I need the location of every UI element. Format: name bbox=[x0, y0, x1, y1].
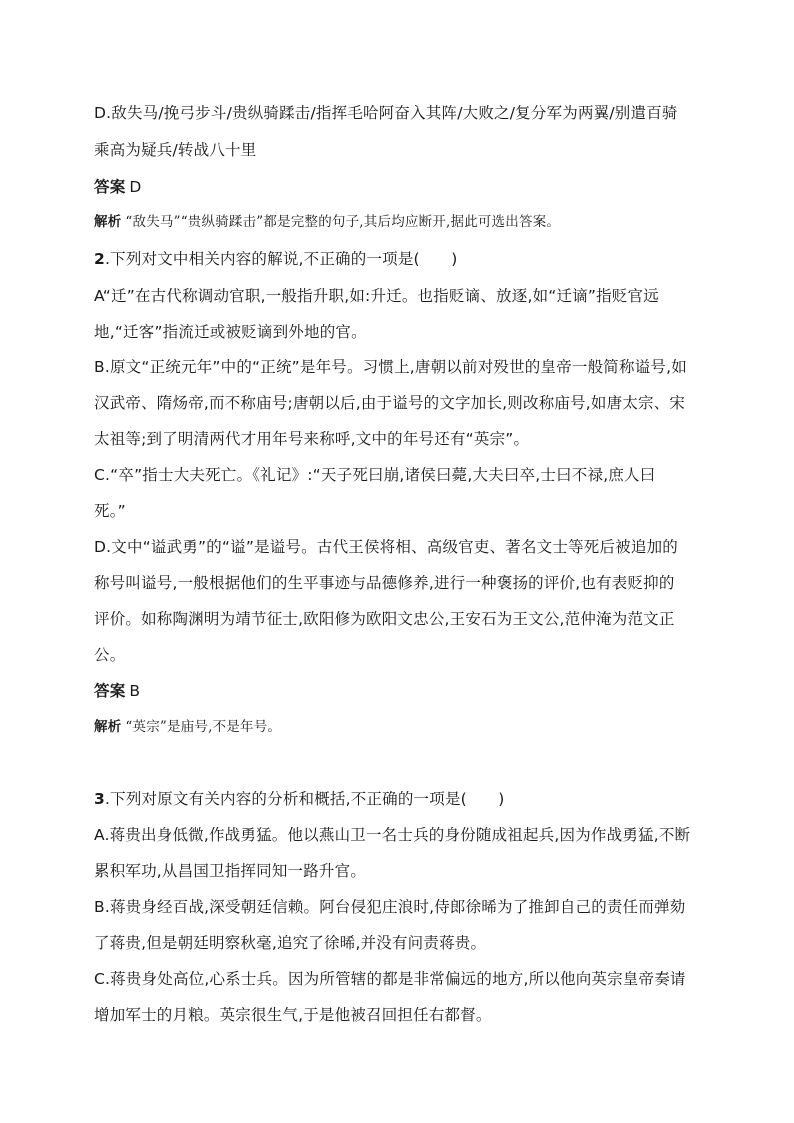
question-number: 3 bbox=[94, 790, 105, 808]
q3-option-c-line2: 增加军士的月粮。英宗很生气,于是他被召回担任右都督。 bbox=[94, 1006, 492, 1024]
answer-label: 答案 bbox=[94, 682, 126, 700]
q2-option-a-line2: 地,“迁客”指流迁或被贬谪到外地的官。 bbox=[94, 323, 367, 341]
analysis-label: 解析 bbox=[94, 719, 122, 735]
analysis-label: 解析 bbox=[94, 214, 122, 230]
q3-option-c-line1: C.蒋贵身处高位,心系士兵。因为所管辖的都是非常偏远的地方,所以他向英宗皇帝奏请 bbox=[94, 970, 686, 988]
q2-stem bbox=[94, 248, 714, 270]
q2-option-b-line2: 汉武帝、隋炀帝,而不称庙号;唐朝以后,由于谥号的文字加长,则改称庙号,如唐太宗、宋 bbox=[94, 394, 686, 412]
q2-option-c-line1: C.“卒”指士大夫死亡。《礼记》:“天子死曰崩,诸侯曰薨,大夫曰卒,士曰不禄,庶人曰 bbox=[94, 466, 656, 484]
answer-value: B bbox=[129, 682, 141, 700]
q2-option-d-line2: 称号叫谥号,一般根据他们的生平事迹与品德修养,进行一种褒扬的评价,也有表贬抑的 bbox=[94, 574, 675, 592]
analysis-text: “英宗”是庙号,不是年号。 bbox=[125, 719, 282, 735]
q3-stem bbox=[94, 788, 714, 810]
q2-analysis bbox=[94, 716, 714, 738]
question-stem: .下列对原文有关内容的分析和概括,不正确的一项是( ) bbox=[105, 790, 505, 808]
q3-option-b-line2: 了蒋贵,但是朝廷明察秋毫,追究了徐晞,并没有问责蒋贵。 bbox=[94, 934, 487, 952]
q3-option-a-line2: 累积军功,从昌国卫指挥同知一路升官。 bbox=[94, 862, 367, 880]
q1-analysis bbox=[94, 211, 714, 233]
answer-value: D bbox=[129, 178, 142, 196]
q2-option-c-line2: 死。” bbox=[94, 502, 126, 520]
analysis-text: “敌失马”“贵纵骑蹂击”都是完整的句子,其后均应断开,据此可选出答案。 bbox=[125, 214, 561, 230]
q2-option-a-line1: A“迁”在古代称调动官职,一般指升职,如:升迁。也指贬谪、放逐,如“迁谪”指贬官远 bbox=[94, 287, 659, 305]
question-number: 2 bbox=[94, 250, 105, 268]
q2-option-b-line1: B.原文“正统元年”中的“正统”是年号。习惯上,唐朝以前对殁世的皇帝一般简称谥号,如 bbox=[94, 358, 687, 376]
q3-option-a-line1: A.蒋贵出身低微,作战勇猛。他以燕山卫一名士兵的身份随成祖起兵,因为作战勇猛,不断 bbox=[94, 826, 691, 844]
q1-option-d-line1: D.敌失马/挽弓步斗/贵纵骑蹂击/指挥毛哈阿奋入其阵/大败之/复分军为两翼/别遣百骑 bbox=[94, 104, 678, 122]
q2-option-d-line4: 公。 bbox=[94, 646, 126, 664]
q2-option-d-line3: 评价。如称陶渊明为靖节征士,欧阳修为欧阳文忠公,王安石为王文公,范仲淹为范文正 bbox=[94, 610, 675, 628]
q2-answer bbox=[94, 680, 714, 702]
question-stem: .下列对文中相关内容的解说,不正确的一项是( ) bbox=[105, 250, 458, 268]
q1-option-d-line2: 乘高为疑兵/转战八十里 bbox=[94, 141, 257, 159]
q2-option-b-line3: 太祖等;到了明清两代才用年号来称呼,文中的年号还有“英宗”。 bbox=[94, 430, 530, 448]
q1-answer bbox=[94, 176, 714, 198]
q2-option-d-line1: D.文中“谥武勇”的“谥”是谥号。古代王侯将相、高级官吏、著名文士等死后被追加的 bbox=[94, 538, 678, 556]
q3-option-b-line1: B.蒋贵身经百战,深受朝廷信赖。阿台侵犯庄浪时,侍郎徐晞为了推卸自己的责任而弹劾 bbox=[94, 898, 686, 916]
answer-label: 答案 bbox=[94, 178, 126, 196]
